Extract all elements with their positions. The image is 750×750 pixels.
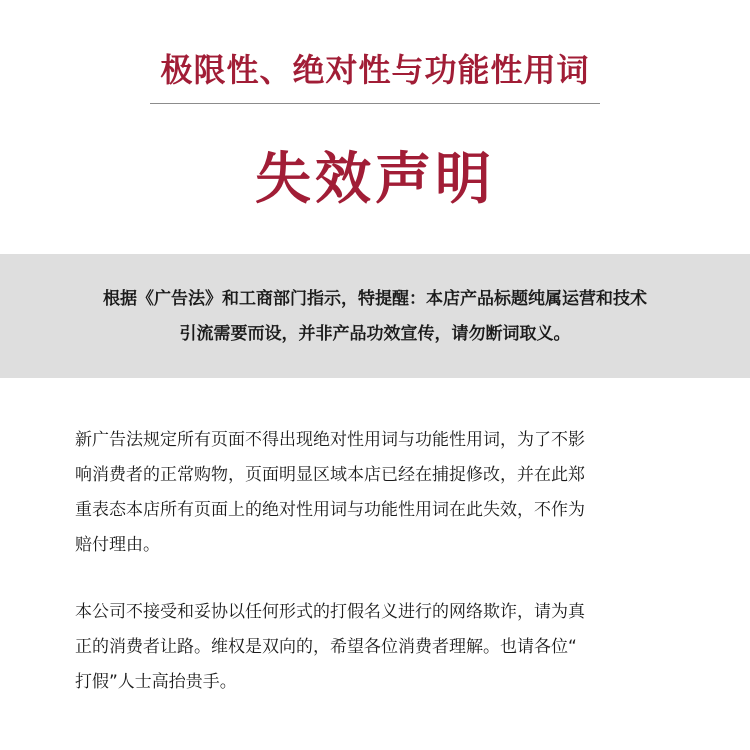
subtitle-divider	[150, 103, 600, 104]
page-subtitle: 极限性、绝对性与功能性用词	[160, 51, 590, 89]
notice-line: 根据《广告法》和工商部门指示，特提醒：本店产品标题纯属运营和技术	[103, 289, 647, 309]
paragraph-line: 打假”人士高抬贵手。	[75, 672, 237, 692]
notice-line: 引流需要而设，并非产品功效宣传，请勿断词取义。	[179, 324, 571, 344]
paragraph-line: 重表态本店所有页面上的绝对性用词与功能性用词在此失效，不作为	[75, 500, 585, 520]
paragraph-line: 赔付理由。	[75, 535, 160, 555]
paragraph-line: 新广告法规定所有页面不得出现绝对性用词与功能性用词，为了不影	[75, 430, 585, 450]
paragraph-line: 正的消费者让路。维权是双向的，希望各位消费者理解。也请各位“	[75, 637, 577, 657]
page-title: 失效声明	[255, 147, 495, 212]
paragraph-line: 本公司不接受和妥协以任何形式的打假名义进行的网络欺诈，请为真	[75, 602, 585, 622]
body-paragraph-1	[75, 423, 680, 563]
notice-band	[0, 254, 750, 378]
body-paragraph-2	[75, 595, 680, 700]
paragraph-line: 响消费者的正常购物，页面明显区域本店已经在捕捉修改，并在此郑	[75, 465, 585, 485]
